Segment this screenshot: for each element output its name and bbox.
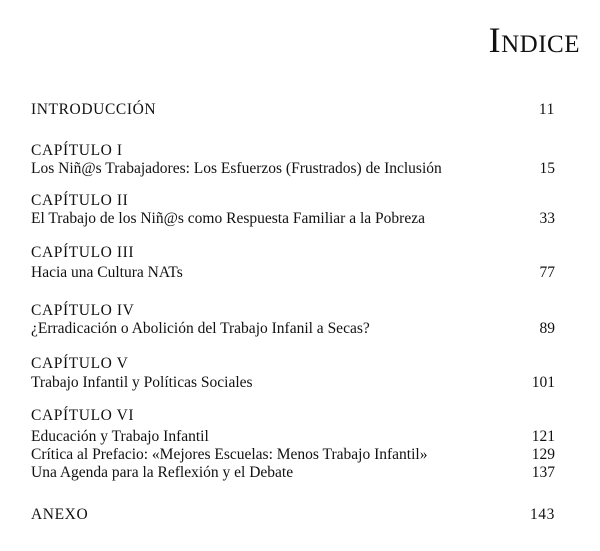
- toc-entry-page: 101: [531, 374, 555, 391]
- toc-entry-title: Crítica al Prefacio: «Mejores Escuelas: Menos Trabajo Infantil»: [31, 446, 428, 463]
- toc-entry-title: Hacia una Cultura NATs: [31, 264, 183, 281]
- toc-entry-chapter-6-a: [31, 428, 555, 446]
- toc-entry-page: 77: [539, 264, 555, 281]
- toc-entry-chapter-5: [31, 374, 555, 392]
- toc-entry-title: Los Niñ@s Trabajadores: Los Esfuerzos (Frustrados) de Inclusión: [31, 160, 442, 177]
- toc-entry-page: 137: [531, 464, 555, 481]
- toc-entry-title: Una Agenda para la Reflexión y el Debate: [31, 464, 294, 481]
- chapter-heading-4: CAPÍTULO IV: [31, 302, 135, 319]
- toc-entry-page: 143: [529, 506, 555, 523]
- toc-entry-page: 121: [531, 428, 555, 445]
- toc-entry-chapter-4: [31, 320, 555, 338]
- chapter-heading-2: CAPÍTULO II: [31, 192, 129, 209]
- toc-entry-page: 15: [539, 160, 555, 177]
- toc-entry-title: ANEXO: [31, 506, 89, 523]
- chapter-heading-1: CAPÍTULO I: [31, 142, 123, 159]
- toc-entry-title: ¿Erradicación o Abolición del Trabajo Infanil a Secas?: [31, 320, 370, 337]
- toc-entry-chapter-6-b: [31, 446, 555, 464]
- toc-entry-title: INTRODUCCIÓN: [31, 101, 157, 118]
- toc-entry-page: 89: [539, 320, 555, 337]
- toc-entry-chapter-2: [31, 210, 555, 228]
- toc-entry-page: 129: [531, 446, 555, 463]
- toc-entry-chapter-6-c: [31, 464, 555, 482]
- toc-entry-chapter-1: [31, 160, 555, 178]
- toc-entry-introduccion: [31, 101, 555, 119]
- chapter-heading-3: CAPÍTULO III: [31, 244, 135, 261]
- chapter-heading-6: CAPÍTULO VI: [31, 407, 135, 424]
- page-title: Indice: [488, 20, 580, 60]
- toc-entry-page: 11: [538, 101, 555, 118]
- toc-entry-chapter-3: [31, 264, 555, 282]
- toc-entry-anexo: [31, 506, 555, 524]
- toc-entry-page: 33: [539, 210, 555, 227]
- toc-entry-title: Educación y Trabajo Infantil: [31, 428, 209, 445]
- toc-entry-title: Trabajo Infantil y Políticas Sociales: [31, 374, 253, 391]
- chapter-heading-5: CAPÍTULO V: [31, 355, 129, 372]
- toc-entry-title: El Trabajo de los Niñ@s como Respuesta Familiar a la Pobreza: [31, 210, 425, 227]
